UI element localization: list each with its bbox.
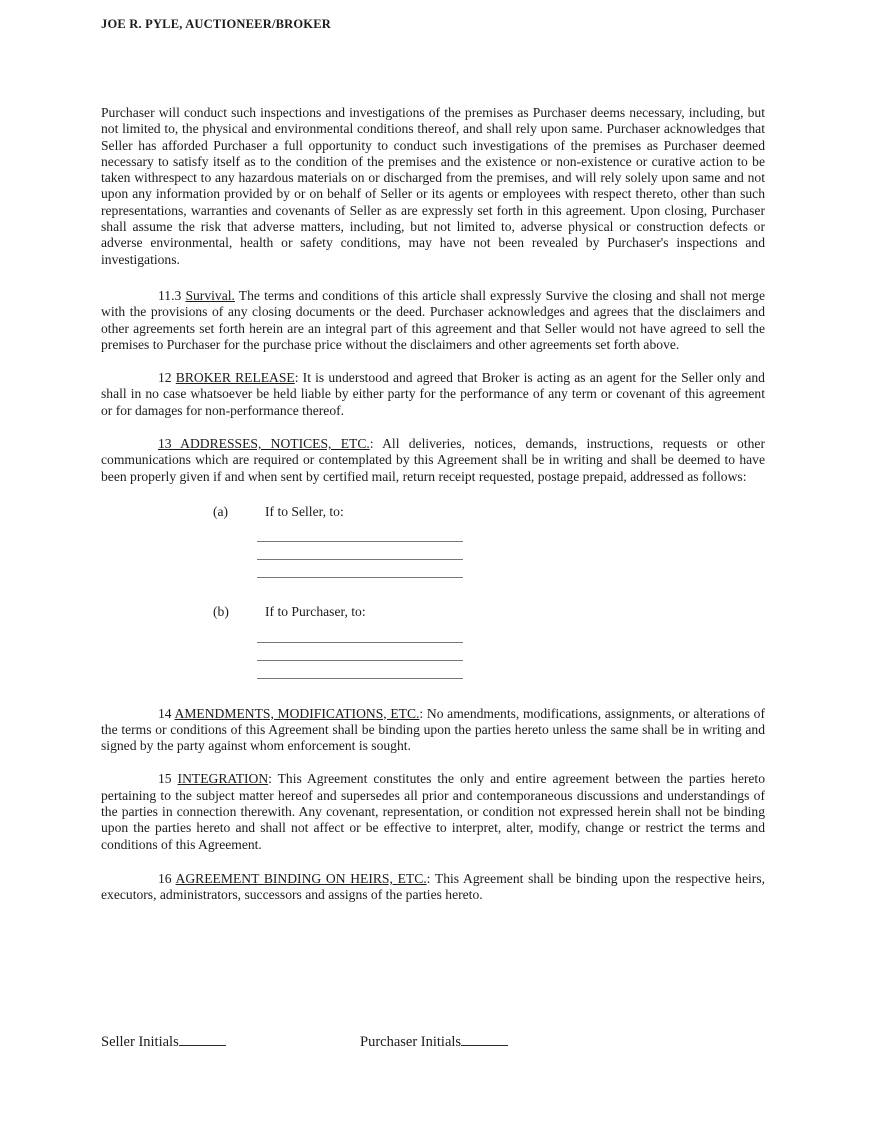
address-block-purchaser — [101, 604, 765, 678]
section-heading: AGREEMENT BINDING ON HEIRS, ETC. — [175, 870, 427, 886]
intro-paragraph: Purchaser will conduct such inspections and investigations of the premises as Purchaser deems necessary, including, but not limited to, the physical and environmental conditions thereof, and shall rely upon same. Purchaser acknowledges that Seller has afforded Purchaser a full opportunity to conduct such investigations of the premises as Purchaser deemed necessary to satisfy itself as to the condition of the premises and the existence or non-existence or curative action to be taken withrespect to any hazardous materials on or discharged from the premises, and will rely solely upon same and not upon any information provided by or on behalf of Seller or its agents or employees with respect thereto, other than such representations, warranties and covenants of Seller as are expressly set forth in this agreement. Upon closing, Purchaser shall assume the risk that adverse matters, including, but not limited to, adverse physical or construction defects or adverse environmental, health or safety conditions, may have not been revealed by Purchaser's inspections and investigations. — [101, 105, 765, 267]
section-body: : All deliveries, notices, demands, instructions, requests or other communications which are required or contemplated by this Agreement shall be in writing and shall be deemed to have been properly given if and when sent by certified mail, return receipt requested, postage prepaid, addressed as follows: — [101, 436, 765, 484]
section-heading: AMENDMENTS, MODIFICATIONS, ETC. — [174, 705, 420, 721]
section-11-3-survival — [101, 288, 765, 353]
section-14-amendments — [101, 706, 765, 755]
address-row — [101, 604, 765, 620]
section-number: 16 — [158, 870, 176, 886]
section-body: : No amendments, modifications, assignments, or alterations of the terms or conditions of this Agreement shall be binding upon the parties hereto unless the same shall be in writing and signed by the party against whom enforcement is sought. — [101, 705, 765, 754]
section-15-integration — [101, 771, 765, 852]
blank-fill-line — [257, 560, 463, 578]
section-16-binding-on-heirs — [101, 871, 765, 904]
address-row — [101, 504, 765, 520]
section-heading: BROKER RELEASE — [175, 370, 295, 386]
address-item-text: If to Seller, to: — [265, 503, 344, 519]
address-item-label: (a) — [213, 503, 229, 519]
section-body: : This Agreement shall be binding upon the respective heirs, executors, administrators, successors and assigns of the parties hereto. — [101, 870, 766, 903]
blank-fill-line — [257, 542, 463, 560]
purchaser-initials-group — [360, 1031, 508, 1051]
address-block-seller — [101, 504, 765, 578]
purchaser-initials-blank-line — [461, 1031, 508, 1046]
section-13-addresses-notices — [101, 436, 765, 485]
blank-fill-line — [257, 625, 463, 643]
section-number: 11.3 — [158, 287, 186, 303]
section-heading: Survival. — [185, 287, 235, 303]
seller-initials-blank-line — [179, 1031, 226, 1046]
section-number: 14 — [158, 705, 175, 721]
section-number: 12 — [158, 370, 176, 386]
initials-footer — [101, 1031, 765, 1053]
section-body: The terms and conditions of this article shall expressly Survive the closing and shall not merge with the provisions of any closing documents or the deed. Purchaser acknowledges and agrees that the disclaimers and other agreements set forth herein are an integral part of this agreement and that Seller would not have agreed to sell the premises to Purchaser for the purchase price without the disclaimers and other agreements set forth above. — [101, 287, 765, 352]
section-heading: 13 ADDRESSES, NOTICES, ETC. — [158, 436, 370, 452]
seller-initials-group — [101, 1031, 226, 1051]
blank-fill-line — [257, 643, 463, 661]
purchaser-initials-label: Purchaser Initials — [360, 1034, 462, 1050]
seller-initials-label: Seller Initials — [101, 1034, 179, 1050]
blank-fill-line — [257, 661, 463, 679]
section-body: : It is understood and agreed that Broker is acting as an agent for the Seller only and shall in no case whatsoever be held liable by either party for the performance of any term or covenant of this agreement or for damages for non-performance thereof. — [101, 370, 765, 418]
section-heading: INTEGRATION — [177, 771, 269, 787]
address-item-text: If to Purchaser, to: — [265, 604, 366, 620]
address-item-label: (b) — [213, 604, 229, 620]
blank-fill-line — [257, 524, 463, 542]
section-12-broker-release — [101, 370, 765, 419]
document-header: JOE R. PYLE, AUCTIONEER/BROKER — [101, 17, 331, 31]
section-number: 15 — [158, 771, 178, 787]
section-body: : This Agreement constitutes the only and entire agreement between the parties hereto pertaining to the subject matter hereof and supersedes all prior and contemporaneous discussions and understandings of the parties in connection therewith. Any covenant, representation, or condition not expressed herein shall not be binding upon the parties hereto and shall not affect or be effective to interpret, alter, modify, change or restrict the terms and conditions of this Agreement. — [101, 771, 765, 852]
